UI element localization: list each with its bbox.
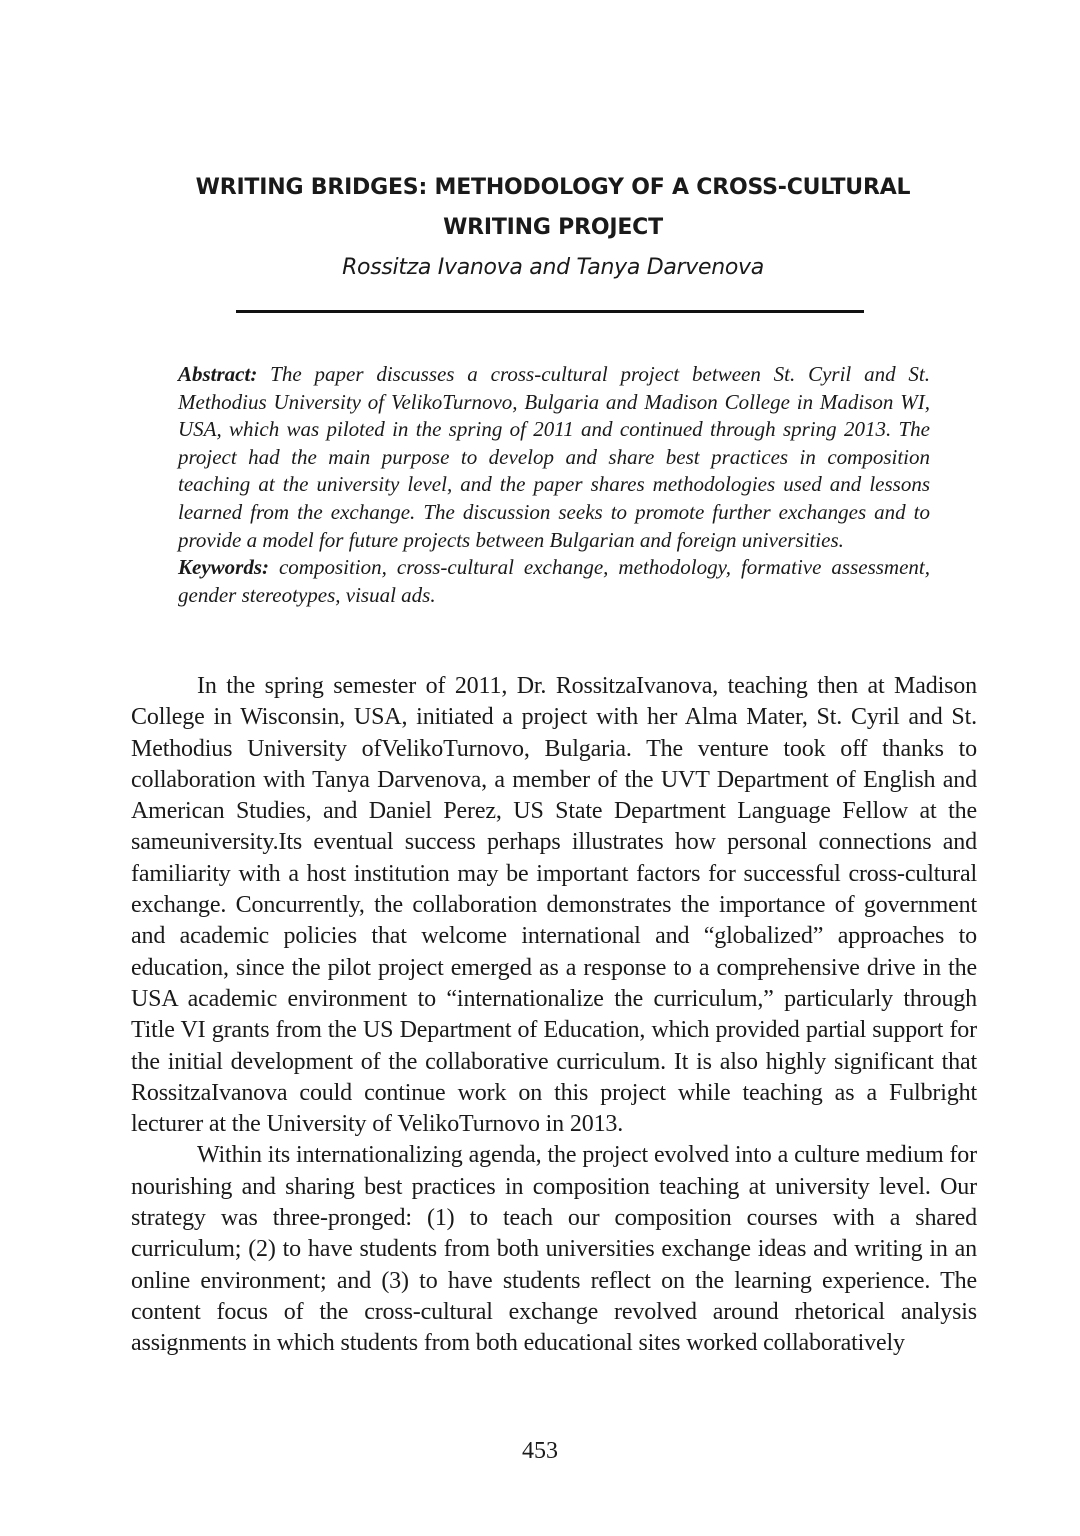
page-number: 453 bbox=[522, 1438, 558, 1464]
body-text bbox=[131, 671, 977, 1360]
keywords-paragraph bbox=[178, 554, 930, 609]
keywords-label: Keywords: bbox=[178, 555, 269, 580]
abstract-block bbox=[178, 361, 930, 609]
title-divider bbox=[236, 310, 864, 313]
abstract-label: Abstract: bbox=[178, 362, 258, 386]
paper-title bbox=[130, 168, 976, 248]
keywords-text: composition, cross-cultural exchange, methodology, formative assessment, gender stereotypes, visual ads. bbox=[178, 555, 930, 607]
body-paragraph: In the spring semester of 2011, Dr. RossitzaIvanova, teaching then at Madison College in Wisconsin, USA, initiated a project with her Alma Mater, St. Cyril and St. Methodius University ofVelikoTurnovo, Bulgaria. The venture took off thanks to collaboration with Tanya Darvenova, a member of the UVT Department of English and American Studies, and Daniel Perez, US State Department Language Fellow at the sameuniversity.Its eventual success perhaps illustrates how personal connections and familiarity with a host institution may be important factors for successful cross-cultural exchange. Concurrently, the collaboration demonstrates the importance of government and academic policies that welcome international and “globalized” approaches to education, since the pilot project emerged as a response to a comprehensive drive in the USA academic environment to “internationalize the curriculum,” particularly through Title VI grants from the US Department of Education, which provided partial support for the initial development of the collaborative curriculum. It is also highly significant that RossitzaIvanova could continue work on this project while teaching as a Fulbright lecturer at the University of VelikoTurnovo in 2013. bbox=[131, 673, 977, 1138]
author-names: Rossitza Ivanova and Tanya Darvenova bbox=[342, 255, 764, 280]
title-line-2: WRITING PROJECT bbox=[443, 215, 663, 240]
abstract-text: The paper discusses a cross-cultural project between St. Cyril and St. Methodius University of VelikoTurnovo, Bulgaria and Madison College in Madison WI, USA, which was piloted in the spring of 2011 and continued through spring 2013. The project had the main purpose to develop and share best practices in composition teaching at the university level, and the paper shares methodologies used and lessons learned from the exchange. The discussion seeks to promote further exchanges and to provide a model for future projects between Bulgarian and foreign universities. bbox=[178, 362, 930, 552]
title-line-1: WRITING BRIDGES: METHODOLOGY OF A CROSS-CULTURAL bbox=[195, 175, 911, 200]
body-paragraph: Within its internationalizing agenda, the project evolved into a culture medium for nourishing and sharing best practices in composition teaching at university level. Our strategy was three-pronged: (1) to teach our composition courses with a shared curriculum; (2) to have students from both universities exchange ideas and writing in an online environment; and (3) to have students reflect on the learning experience. The content focus of the cross-cultural exchange revolved around rhetorical analysis assignments in which students from both educational sites worked collaboratively bbox=[131, 1142, 977, 1357]
abstract-paragraph bbox=[178, 361, 930, 554]
